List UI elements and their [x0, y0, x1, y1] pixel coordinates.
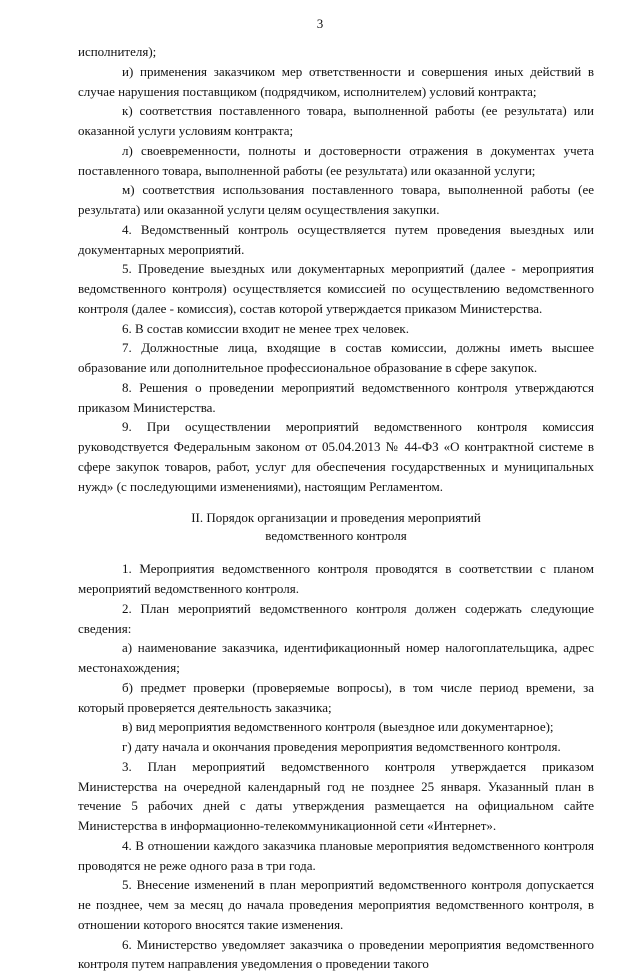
paragraph: 6. В состав комиссии входит не менее трех человек. [78, 319, 594, 339]
paragraph: л) своевременности, полноты и достоверности отражения в документах учета поставленного товара, выполненной работы (ее результата) или оказанной услуги; [78, 141, 594, 181]
paragraph: 6. Министерство уведомляет заказчика о проведении мероприятия ведомственного контроля путем направления уведомления о проведении такого [78, 935, 594, 974]
document-body [78, 42, 594, 974]
paragraph: исполнителя); [78, 42, 594, 62]
paragraph: м) соответствия использования поставленного товара, выполненной работы (ее результата) или оказанной услуги целям осуществления закупки. [78, 180, 594, 220]
paragraph: и) применения заказчиком мер ответственности и совершения иных действий в случае нарушения поставщиком (подрядчиком, исполнителем) условий контракта; [78, 62, 594, 102]
paragraph: 5. Проведение выездных или документарных мероприятий (далее - мероприятия ведомственного контроля) осуществляется комиссией по осуществлению ведомственного контроля (далее - комиссия), состав которой утверждается приказом Министерства. [78, 259, 594, 318]
paragraph: 8. Решения о проведении мероприятий ведомственного контроля утверждаются приказом Министерства. [78, 378, 594, 418]
paragraph: 4. В отношении каждого заказчика плановые мероприятия ведомственного контроля проводятся не реже одного раза в три года. [78, 836, 594, 876]
section-heading-line: ведомственного контроля [78, 527, 594, 545]
paragraph: 9. При осуществлении мероприятий ведомственного контроля комиссия руководствуется Федеральным законом от 05.04.2013 № 44-ФЗ «О контрактной системе в сфере закупок товаров, работ, услуг для обеспечения государственных и муниципальных нужд» (с последующими изменениями), настоящим Регламентом. [78, 417, 594, 496]
paragraph: а) наименование заказчика, идентификационный номер налогоплательщика, адрес местонахождения; [78, 638, 594, 678]
paragraph: 7. Должностные лица, входящие в состав комиссии, должны иметь высшее образование или дополнительное профессиональное образование в сфере закупок. [78, 338, 594, 378]
section-heading [78, 509, 594, 545]
paragraph: 1. Мероприятия ведомственного контроля проводятся в соответствии с планом мероприятий ведомственного контроля. [78, 559, 594, 599]
paragraph: 4. Ведомственный контроль осуществляется путем проведения выездных или документарных мероприятий. [78, 220, 594, 260]
paragraph: в) вид мероприятия ведомственного контроля (выездное или документарное); [78, 717, 594, 737]
paragraph: г) дату начала и окончания проведения мероприятия ведомственного контроля. [78, 737, 594, 757]
section-heading-line: II. Порядок организации и проведения мероприятий [78, 509, 594, 527]
paragraph: к) соответствия поставленного товара, выполненной работы (ее результата) или оказанной услуги условиям контракта; [78, 101, 594, 141]
paragraph: б) предмет проверки (проверяемые вопросы), в том числе период времени, за который проверяется деятельность заказчика; [78, 678, 594, 718]
paragraph: 5. Внесение изменений в план мероприятий ведомственного контроля допускается не позднее, чем за месяц до начала проведения мероприятия ведомственного контроля, в отношении которого вносятся такие изменения. [78, 875, 594, 934]
paragraph: 2. План мероприятий ведомственного контроля должен содержать следующие сведения: [78, 599, 594, 639]
paragraph: 3. План мероприятий ведомственного контроля утверждается приказом Министерства на очередной календарный год не позднее 25 января. Указанный план в течение 5 рабочих дней с даты утверждения размещается на официальном сайте Министерства в информационно-телекоммуникационной сети «Интернет». [78, 757, 594, 836]
page-number: 3 [0, 15, 640, 32]
